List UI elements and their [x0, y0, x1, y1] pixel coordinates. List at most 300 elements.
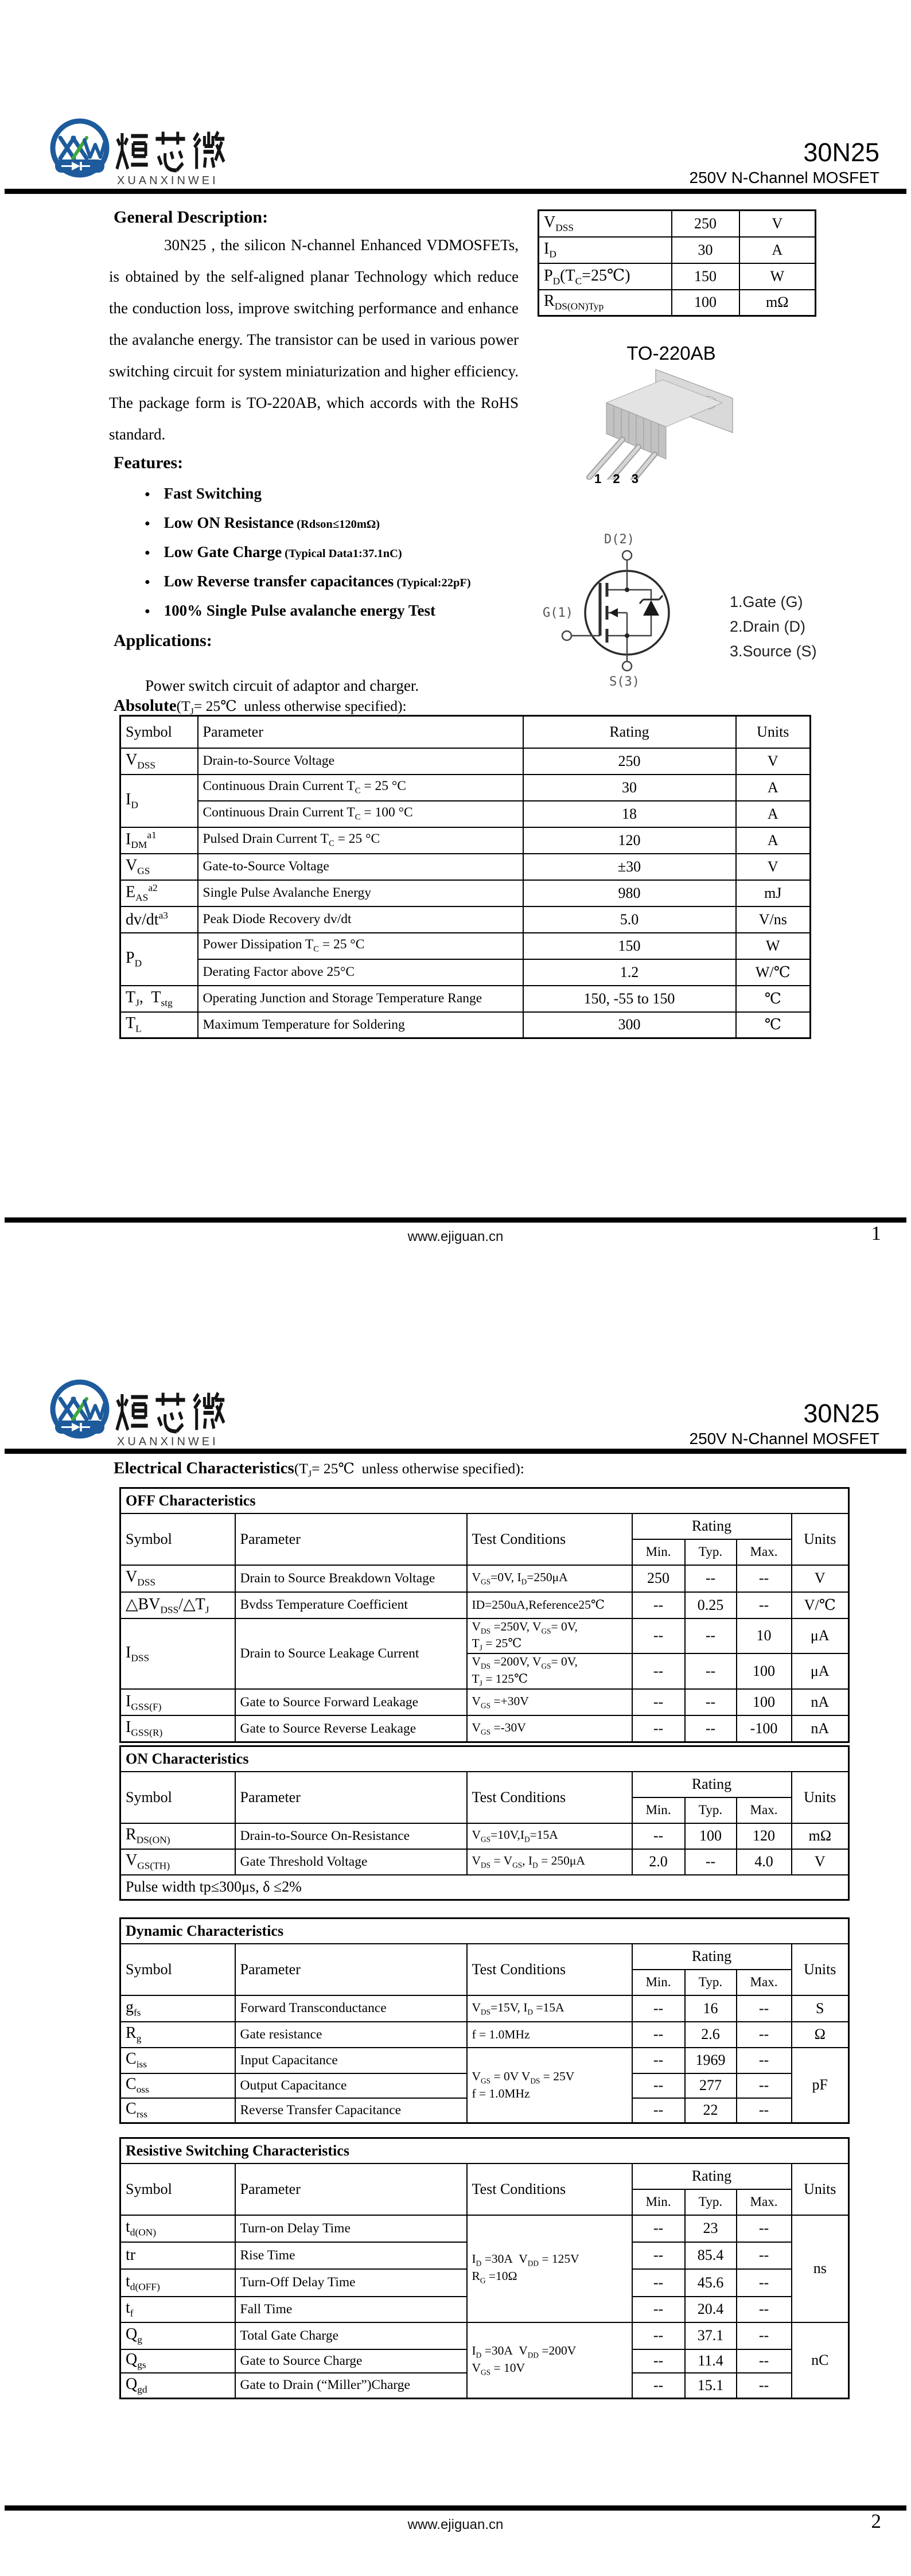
header-row — [120, 1772, 849, 1797]
cell: $R_{DS(ON)}$ — [120, 1823, 235, 1849]
cell: μA — [792, 1653, 849, 1689]
footer-website: www.ejiguan.cn — [407, 2517, 504, 2532]
cell: 45.6 — [685, 2269, 737, 2297]
cell: 0.25 — [685, 1592, 737, 1618]
cell: $E_{AS}^{a2}$ — [120, 880, 198, 906]
footer-website: www.ejiguan.cn — [407, 1229, 504, 1244]
cell: Continuous Drain Current $T_C = 25$ °C — [198, 775, 523, 801]
cell: Drain to Source Leakage Current — [235, 1618, 467, 1690]
absolute-maximum-ratings-table — [119, 715, 811, 1039]
column-header: Symbol — [120, 716, 198, 748]
cell: $V_{DS} = V_{GS}$, $I_D = 250\mu A$ — [467, 1849, 632, 1875]
cell: Ω — [792, 2022, 849, 2048]
cell: $V_{DS} =250V$, $V_{GS}= 0V$, $T_J$ = 25℃ — [467, 1618, 632, 1654]
cell: -- — [737, 2242, 792, 2269]
feature-text: 100% Single Pulse avalanche energy Test — [163, 602, 435, 619]
table-title-row — [120, 1919, 849, 1944]
cell: $I_D =30A$ $V_{DD} = 125V$ $R_G =10\Omega$ — [467, 2215, 632, 2322]
column-header: Units — [792, 2163, 849, 2215]
cell: W — [736, 933, 811, 959]
cell: A — [736, 775, 811, 801]
column-header: Symbol — [120, 2163, 235, 2215]
cell: -- — [632, 1823, 685, 1849]
feature-item — [145, 514, 546, 543]
table-row — [120, 1565, 849, 1592]
cell: nA — [792, 1689, 849, 1715]
cell: -- — [737, 2373, 792, 2399]
cell: 120 — [523, 827, 736, 854]
cell: $t_{d(ON)}$ — [120, 2215, 235, 2242]
column-header: Units — [736, 716, 811, 748]
electrical-characteristics-heading: Electrical $Characteristics(T_J=$ 25℃ unless otherwise specified): — [114, 1459, 524, 1480]
cell: 250 — [523, 748, 736, 775]
table-row — [120, 1012, 811, 1038]
column-subheader: Typ. — [685, 1539, 737, 1565]
table-row — [120, 2022, 849, 2048]
cell: -- — [632, 2215, 685, 2242]
cell: S — [792, 1995, 849, 2022]
column-subheader: Min. — [632, 1970, 685, 1995]
cell: V/℃ — [792, 1592, 849, 1618]
part-number: 30N25 — [803, 138, 879, 167]
cell: -- — [632, 2269, 685, 2297]
cell: A — [736, 801, 811, 827]
cell: $dv/dt^{a3}$ — [120, 906, 198, 933]
cell: V — [792, 1849, 849, 1875]
cell: $T_J$, $T_{stg}$ — [120, 986, 198, 1012]
applications-body: Power switch circuit of adaptor and charger. — [145, 677, 419, 694]
features-heading: Features: — [114, 453, 184, 472]
cell: -- — [632, 2048, 685, 2073]
cell: $C_{oss}$ — [120, 2073, 235, 2098]
table-row — [120, 1849, 849, 1875]
cell: Output Capacitance — [235, 2073, 467, 2098]
cell: $I_D$ — [120, 775, 198, 827]
cell: ℃ — [736, 986, 811, 1012]
table-title-row — [120, 2138, 849, 2163]
cell: ns — [792, 2215, 849, 2322]
cell: V — [736, 748, 811, 775]
column-header: Parameter — [235, 2163, 467, 2215]
cell: 23 — [685, 2215, 737, 2242]
cell: ℃ — [736, 1012, 811, 1038]
cell: Gate to Source Reverse Leakage — [235, 1715, 467, 1742]
package-name: TO-220AB — [626, 343, 716, 364]
cell: $t_{d(OFF)}$ — [120, 2269, 235, 2297]
logo-en-text: XUANXINWEI — [117, 174, 219, 187]
cell: Gate to Source Charge — [235, 2349, 467, 2373]
bullet-icon: ● — [145, 577, 150, 587]
gate-pin-label: G(1) — [543, 606, 573, 620]
cell: 4.0 — [737, 1849, 792, 1875]
cell: $t_f$ — [120, 2297, 235, 2322]
column-header: Parameter — [235, 1513, 467, 1565]
column-header: Parameter — [235, 1944, 467, 1995]
part-subtitle: 250V N-Channel MOSFET — [689, 1430, 879, 1447]
table-title: Resistive Switching Characteristics — [120, 2138, 849, 2163]
table-row — [120, 880, 811, 906]
cell: 150 — [523, 933, 736, 959]
cell: Bvdss Temperature Coefficient — [235, 1592, 467, 1618]
note-row — [120, 1875, 849, 1900]
cell: 16 — [685, 1995, 737, 2022]
cell: 37.1 — [685, 2322, 737, 2349]
page-2 — [0, 1288, 911, 2576]
cell: 30 — [672, 237, 739, 263]
cell: 150 — [672, 263, 739, 290]
table-row — [120, 748, 811, 775]
cell: W/℃ — [736, 959, 811, 986]
cell: -- — [685, 1618, 737, 1654]
cell: $P_D$ — [120, 933, 198, 986]
cell: -- — [685, 1689, 737, 1715]
cell: $Q_{gs}$ — [120, 2349, 235, 2373]
column-header-rating: Rating — [632, 1944, 792, 1970]
cell: Gate to Drain (“Miller”)Charge — [235, 2373, 467, 2399]
cell: $V_{DSS}$ — [120, 748, 198, 775]
table-row — [120, 1995, 849, 2022]
feature-note: (Typical Data1:37.1nC) — [285, 547, 402, 560]
cell: -- — [632, 1653, 685, 1689]
off-characteristics-table — [119, 1487, 850, 1743]
package-pin-numbers: 1 2 3 — [594, 472, 643, 486]
page-number: 1 — [871, 1222, 881, 1244]
column-subheader: Min. — [632, 1539, 685, 1565]
cell: $C_{iss}$ — [120, 2048, 235, 2073]
on-characteristics-table — [119, 1745, 850, 1901]
cell: 250 — [672, 211, 739, 237]
pin-legend — [730, 593, 817, 667]
cell: $V_{GS} =-30V$ — [467, 1715, 632, 1742]
cell: 100 — [672, 290, 739, 316]
cell: -- — [737, 2022, 792, 2048]
bullet-icon: ● — [145, 606, 150, 616]
table-row — [120, 2322, 849, 2349]
pin-legend-item: 3.Source (S) — [730, 643, 817, 660]
footer-rule — [5, 1217, 906, 1223]
cell: -- — [685, 1715, 737, 1742]
table-row — [120, 1715, 849, 1742]
cell: $V_{DS} =200V$, $V_{GS}= 0V$, $T_J$ = 125℃ — [467, 1653, 632, 1689]
table-title: OFF Characteristics — [120, 1488, 849, 1513]
column-header: Units — [792, 1772, 849, 1823]
cell: -- — [685, 1565, 737, 1592]
table-row — [539, 263, 816, 290]
column-header: Units — [792, 1513, 849, 1565]
logo-mark-icon — [49, 1378, 111, 1440]
absolute-heading: $Absolute(T_J=$ 25℃ unless otherwise specified): — [114, 696, 407, 717]
table-row — [120, 775, 811, 801]
cell: 300 — [523, 1012, 736, 1038]
column-header: Test Conditions — [467, 1772, 632, 1823]
cell: -- — [737, 2073, 792, 2098]
pin-legend-item: 2.Drain (D) — [730, 618, 806, 635]
cell: $V_{DSS}$ — [120, 1565, 235, 1592]
cell: -- — [737, 2215, 792, 2242]
cell: -- — [737, 2322, 792, 2349]
cell: 150, -55 to 150 — [523, 986, 736, 1012]
features-list — [145, 485, 546, 631]
cell: -- — [737, 2098, 792, 2123]
table-row — [120, 1823, 849, 1849]
cell: -- — [632, 1689, 685, 1715]
cell: Continuous Drain Current $T_C = 100$ °C — [198, 801, 523, 827]
table-row — [120, 1618, 849, 1654]
table-title: Dynamic Characteristics — [120, 1919, 849, 1944]
table-title-row — [120, 1488, 849, 1513]
header-row — [120, 2163, 849, 2189]
cell: V — [739, 211, 816, 237]
bullet-icon: ● — [145, 489, 150, 499]
cell: nC — [792, 2322, 849, 2399]
column-header: Symbol — [120, 1513, 235, 1565]
column-header: Parameter — [235, 1772, 467, 1823]
table-row — [120, 801, 811, 827]
cell: 2.0 — [632, 1849, 685, 1875]
cell: 15.1 — [685, 2373, 737, 2399]
cell: Forward Transconductance — [235, 1995, 467, 2022]
cell: W — [739, 263, 816, 290]
cell: pF — [792, 2048, 849, 2123]
cell: $V_{DS}=15V$, $I_D =15A$ — [467, 1995, 632, 2022]
column-subheader: Min. — [632, 2189, 685, 2215]
cell: Gate Threshold Voltage — [235, 1849, 467, 1875]
column-header-rating: Rating — [632, 1513, 792, 1539]
column-subheader: Typ. — [685, 1797, 737, 1823]
cell: -- — [632, 1592, 685, 1618]
table-row — [120, 906, 811, 933]
header-row — [120, 1513, 849, 1539]
cell: -- — [737, 1565, 792, 1592]
summary-table — [538, 209, 816, 317]
cell: V/ns — [736, 906, 811, 933]
cell: 11.4 — [685, 2349, 737, 2373]
table-row — [120, 2048, 849, 2073]
cell: f = 1.0MHz — [467, 2022, 632, 2048]
cell: 100 — [737, 1689, 792, 1715]
part-number: 30N25 — [803, 1399, 879, 1428]
cell: μA — [792, 1618, 849, 1654]
table-row — [120, 2215, 849, 2242]
cell: $V_{DSS}$ — [539, 211, 672, 237]
cell: Single Pulse Avalanche Energy — [198, 880, 523, 906]
cell: 20.4 — [685, 2297, 737, 2322]
cell: $I_D =30A$ $V_{DD} =200V$ $V_{GS} = 10V$ — [467, 2322, 632, 2399]
cell: 85.4 — [685, 2242, 737, 2269]
bullet-icon: ● — [145, 519, 150, 528]
table-row — [120, 827, 811, 854]
package-photo — [582, 365, 754, 480]
feature-note: (Typical:22pF) — [396, 577, 471, 589]
cell: -- — [632, 2073, 685, 2098]
column-subheader: Max. — [737, 1539, 792, 1565]
cell: $Q_g$ — [120, 2322, 235, 2349]
bullet-icon: ● — [145, 548, 150, 558]
cell: Fall Time — [235, 2297, 467, 2322]
cell: $g_{fs}$ — [120, 1995, 235, 2022]
cell: $V_{GS(TH)}$ — [120, 1849, 235, 1875]
cell: Reverse Transfer Capacitance — [235, 2098, 467, 2123]
cell: mΩ — [739, 290, 816, 316]
table-note: Pulse width tp≤300μs, δ ≤2% — [120, 1875, 849, 1900]
table-title-row — [120, 1746, 849, 1772]
column-header: Test Conditions — [467, 2163, 632, 2215]
cell: -- — [632, 2349, 685, 2373]
cell: -- — [685, 1653, 737, 1689]
cell: Operating Junction and Storage Temperature Range — [198, 986, 523, 1012]
feature-item — [145, 573, 546, 602]
column-header: Symbol — [120, 1944, 235, 1995]
cell: Derating Factor above 25°C — [198, 959, 523, 986]
feature-item — [145, 602, 546, 631]
drain-pin-label: D(2) — [604, 532, 634, 547]
cell: -- — [632, 2297, 685, 2322]
feature-text: Low ON Resistance — [163, 514, 294, 531]
cell: Drain to Source Breakdown Voltage — [235, 1565, 467, 1592]
table-row — [539, 211, 816, 237]
logo-cn-glyphs — [115, 1388, 225, 1434]
cell: Gate to Source Forward Leakage — [235, 1689, 467, 1715]
cell: 277 — [685, 2073, 737, 2098]
cell: $I_D$ — [539, 237, 672, 263]
column-subheader: Max. — [737, 1970, 792, 1995]
table-row — [120, 854, 811, 880]
feature-text: Low Reverse transfer capacitances — [163, 573, 394, 590]
column-subheader: Max. — [737, 2189, 792, 2215]
cell: 2.6 — [685, 2022, 737, 2048]
cell: mΩ — [792, 1823, 849, 1849]
cell: -- — [632, 2242, 685, 2269]
source-pin-label: S(3) — [609, 675, 640, 689]
table-row — [120, 986, 811, 1012]
cell: -100 — [737, 1715, 792, 1742]
column-subheader: Typ. — [685, 1970, 737, 1995]
logo-mark-icon — [49, 117, 111, 179]
cell: $T_L$ — [120, 1012, 198, 1038]
table-row — [120, 1592, 849, 1618]
cell: 980 — [523, 880, 736, 906]
column-subheader: Min. — [632, 1797, 685, 1823]
cell: -- — [632, 1715, 685, 1742]
feature-item — [145, 543, 546, 573]
cell: Input Capacitance — [235, 2048, 467, 2073]
table-title: ON Characteristics — [120, 1746, 849, 1772]
cell: Gate-to-Source Voltage — [198, 854, 523, 880]
table-row — [120, 933, 811, 959]
cell: Power Dissipation $T_C = 25$ °C — [198, 933, 523, 959]
cell: ±30 — [523, 854, 736, 880]
cell: $I_{GSS(F)}$ — [120, 1689, 235, 1715]
table-row — [539, 290, 816, 316]
cell: 100 — [685, 1823, 737, 1849]
cell: A — [736, 827, 811, 854]
cell: $\triangle BV_{DSS}/\triangle T_J$ — [120, 1592, 235, 1618]
brand-logo — [49, 1378, 238, 1458]
cell: -- — [632, 2373, 685, 2399]
cell: Drain-to-Source On-Resistance — [235, 1823, 467, 1849]
cell: $R_{DS(ON)Typ}$ — [539, 290, 672, 316]
footer-rule — [5, 2505, 906, 2511]
cell: -- — [737, 2297, 792, 2322]
cell: Gate resistance — [235, 2022, 467, 2048]
cell: -- — [632, 2322, 685, 2349]
cell: -- — [737, 1592, 792, 1618]
cell: $Q_{gd}$ — [120, 2373, 235, 2399]
cell: -- — [737, 2349, 792, 2373]
cell: Turn-on Delay Time — [235, 2215, 467, 2242]
cell: Total Gate Charge — [235, 2322, 467, 2349]
column-header: Units — [792, 1944, 849, 1995]
table-row — [539, 237, 816, 263]
column-subheader: Typ. — [685, 2189, 737, 2215]
general-description-heading: General Description: — [114, 208, 268, 227]
pin-legend-item: 1.Gate (G) — [730, 593, 803, 610]
feature-item — [145, 485, 546, 514]
header-rule — [5, 1449, 906, 1454]
header-row — [120, 716, 811, 748]
cell: -- — [632, 2022, 685, 2048]
cell: tr — [120, 2242, 235, 2269]
table-row — [120, 959, 811, 986]
mosfet-arrow — [609, 608, 618, 617]
cell: Rise Time — [235, 2242, 467, 2269]
feature-text: Low Gate Charge — [163, 543, 282, 561]
dynamic-characteristics-table — [119, 1917, 850, 2124]
logo-en-text: XUANXINWEI — [117, 1435, 219, 1448]
cell: Pulsed Drain Current $T_C = 25$ °C — [198, 827, 523, 854]
cell: $R_g$ — [120, 2022, 235, 2048]
cell: V — [792, 1565, 849, 1592]
applications-heading: Applications: — [114, 631, 212, 650]
column-header: Symbol — [120, 1772, 235, 1823]
cell: $I_{DM}^{a1}$ — [120, 827, 198, 854]
feature-note: (Rdson≤120mΩ) — [297, 518, 380, 531]
cell: 1.2 — [523, 959, 736, 986]
part-subtitle: 250V N-Channel MOSFET — [689, 169, 879, 186]
cell: $V_{GS} = 0V$ $V_{DS} = 25V$ f = 1.0MHz — [467, 2048, 632, 2123]
column-header: Rating — [523, 716, 736, 748]
cell: $I_{GSS(R)}$ — [120, 1715, 235, 1742]
cell: -- — [737, 2269, 792, 2297]
column-header: Test Conditions — [467, 1513, 632, 1565]
cell: ID=250uA,Reference25℃ — [467, 1592, 632, 1618]
brand-logo — [49, 117, 238, 197]
logo-cn-glyphs — [115, 127, 225, 173]
cell: -- — [737, 2048, 792, 2073]
cell: -- — [632, 1995, 685, 2022]
cell: Turn-Off Delay Time — [235, 2269, 467, 2297]
cell: -- — [632, 2098, 685, 2123]
cell: $C_{rss}$ — [120, 2098, 235, 2123]
page-number: 2 — [871, 2510, 881, 2532]
cell: 22 — [685, 2098, 737, 2123]
header-rule — [5, 189, 906, 194]
cell: $I_{DSS}$ — [120, 1618, 235, 1690]
cell: 30 — [523, 775, 736, 801]
feature-text: Fast Switching — [163, 485, 262, 502]
cell: 120 — [737, 1823, 792, 1849]
cell: 250 — [632, 1565, 685, 1592]
cell: $V_{GS} =+30V$ — [467, 1689, 632, 1715]
cell: V — [736, 854, 811, 880]
resistive-switching-characteristics-table — [119, 2137, 850, 2399]
cell: -- — [737, 1995, 792, 2022]
cell: $V_{GS}$ — [120, 854, 198, 880]
cell: $V_{GS}=10V,I_D=15A$ — [467, 1823, 632, 1849]
column-subheader: Max. — [737, 1797, 792, 1823]
cell: $V_{GS}=0V$, $I_D=250\mu A$ — [467, 1565, 632, 1592]
cell: nA — [792, 1715, 849, 1742]
